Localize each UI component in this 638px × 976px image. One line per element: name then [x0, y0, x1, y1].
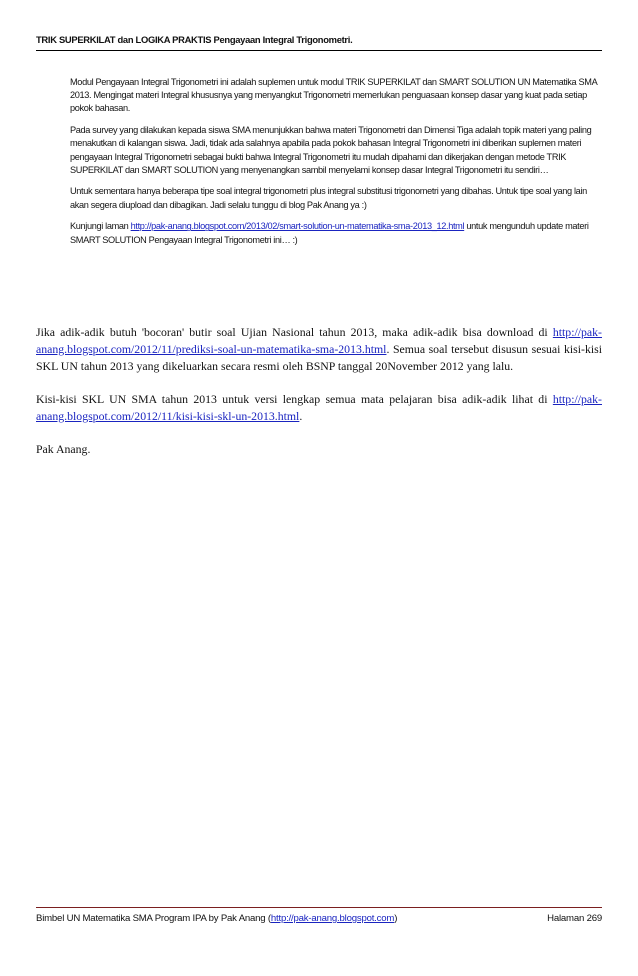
body-paragraph-prediksi [36, 324, 602, 375]
prediksi-soal-link[interactable]: http://pak-anang.blogspot.com/2012/11/prediksi-soal-un-matematika-sma-2013.html [36, 325, 602, 356]
intro-paragraph-1: Modul Pengayaan Integral Trigonometri ini adalah suplemen untuk modul TRIK SUPERKILAT dan SMART SOLUTION UN Matematika SMA 2013. Mengingat materi Integral khususnya yang menyangkut Trigonometri memerlukan penguasaan konsep dasar yang kuat pada setiap pokok bahasan. [70, 77, 597, 114]
page-number: Halaman 269 [547, 913, 602, 924]
body-paragraph-kisi-kisi [36, 391, 602, 425]
body-paragraph-kisi-kisi-suffix: . [299, 409, 303, 423]
page-footer [36, 907, 602, 924]
body-paragraph-kisi-kisi-prefix: Kisi-kisi SKL UN SMA tahun 2013 untuk versi lengkap semua mata pelajaran bisa adik-adik lihat di [36, 392, 553, 406]
footer-credit-prefix: Bimbel UN Matematika SMA Program IPA by Pak Anang ( [36, 913, 271, 924]
blog-link[interactable]: http://pak-anang.blogspot.com [270, 913, 395, 924]
signature: Pak Anang. [36, 442, 91, 456]
body-paragraph-prediksi-prefix: Jika adik-adik butuh 'bocoran' butir soal Ujian Nasional tahun 2013, maka adik-adik bisa download di [36, 325, 553, 339]
intro-paragraph-4-suffix: untuk mengunduh update materi SMART SOLUTION Pengayaan Integral Trigonometri ini… :) [70, 221, 589, 245]
main-body [36, 324, 602, 474]
running-header [36, 34, 602, 51]
kisi-kisi-link[interactable]: http://pak-anang.blogspot.com/2012/11/kisi-kisi-skl-un-2013.html [36, 392, 602, 423]
body-paragraph-prediksi-suffix: . Semua soal tersebut disusun sesuai kisi-kisi SKL UN tahun 2013 yang dikeluarkan secara resmi oleh BSNP tanggal 20November 2012 yang lalu. [36, 342, 602, 373]
intro-note [70, 76, 598, 255]
header-title: TRIK SUPERKILAT dan LOGIKA PRAKTIS Pengayaan Integral Trigonometri. [36, 34, 353, 45]
footer-credit-suffix: ) [394, 913, 398, 924]
footer-credit [36, 913, 397, 924]
intro-paragraph-4 [70, 220, 598, 246]
intro-paragraph-2: Pada survey yang dilakukan kepada siswa SMA menunjukkan bahwa materi Trigonometri dan Dimensi Tiga adalah topik materi yang paling menakutkan di kalangan siswa. Jadi, tidak ada salahnya apabila pada pokok bahasan Integral Trigonometri ini diberikan suplemen materi pengayaan Integral Trigonometri sebagai bukti bahwa Integral Trigonometri itu mudah dipahami dan dikerjakan dengan metode TRIK SUPERKILAT dan SMART SOLUTION yang menyenangkan sambil menyelami konsep dasar Integral Trigonometri itu sendiri… [70, 125, 592, 175]
smart-solution-link[interactable]: http://pak-anang.blogspot.com/2013/02/smart-solution-un-matematika-sma-2013_12.html [130, 221, 465, 232]
intro-paragraph-4-prefix: Kunjungi laman [70, 221, 131, 232]
intro-paragraph-3: Untuk sementara hanya beberapa tipe soal integral trigonometri plus integral substitusi trigonometri yang dibahas. Untuk tipe soal yang lain akan segera diupload dan dibagikan. Jadi selalu tunggu di blog Pak Anang ya :) [70, 186, 587, 210]
